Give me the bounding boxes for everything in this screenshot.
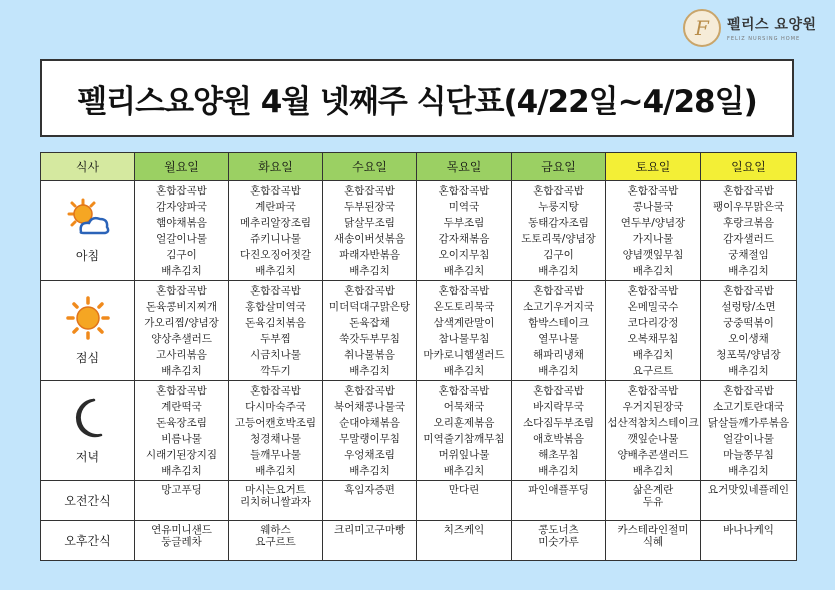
menu-item: 혼합잡곡밥 bbox=[627, 285, 679, 297]
menu-item: 배추김치 bbox=[161, 365, 202, 377]
menu-item: 배추김치 bbox=[443, 365, 485, 377]
menu-item: 삼색계란말이 bbox=[433, 317, 495, 329]
menu-cell-saturday bbox=[606, 481, 701, 521]
menu-item: 배추김치 bbox=[632, 349, 674, 361]
moon-icon bbox=[41, 397, 134, 442]
menu-item: 닭살무조림 bbox=[344, 217, 395, 229]
menu-cell-friday bbox=[512, 481, 606, 521]
header-friday: 금요일 bbox=[512, 153, 606, 181]
menu-item: 혼합잡곡밥 bbox=[723, 385, 774, 397]
menu-item: 배추김치 bbox=[161, 265, 202, 277]
menu-item: 돈육김치볶음 bbox=[245, 317, 306, 329]
menu-item: 식혜 bbox=[642, 536, 664, 548]
menu-item: 취나물볶음 bbox=[344, 349, 395, 361]
sun-cloud-icon bbox=[41, 198, 134, 241]
menu-cell-wednesday bbox=[323, 181, 417, 281]
menu-cell-monday bbox=[135, 481, 229, 521]
menu-cell-tuesday bbox=[229, 381, 323, 481]
menu-item: 흑임자증편 bbox=[344, 484, 395, 496]
menu-item: 혼합잡곡밥 bbox=[533, 385, 584, 397]
menu-item: 혼합잡곡밥 bbox=[533, 185, 584, 197]
menu-item: 메추리알장조림 bbox=[239, 217, 311, 229]
menu-item: 시금치나물 bbox=[250, 349, 301, 361]
menu-item: 파래자반볶음 bbox=[339, 249, 400, 261]
menu-cell-saturday bbox=[606, 521, 701, 561]
menu-item: 혼합잡곡밥 bbox=[250, 185, 301, 197]
meal-name: 저녁 bbox=[75, 449, 100, 464]
menu-cell-saturday bbox=[606, 281, 701, 381]
menu-item: 들깨무나물 bbox=[250, 449, 301, 461]
menu-item: 만다린 bbox=[448, 484, 480, 496]
menu-item: 오복채무침 bbox=[627, 333, 679, 345]
brand-logo bbox=[683, 8, 828, 48]
menu-item: 깍두기 bbox=[260, 365, 291, 377]
menu-item: 두유 bbox=[642, 496, 664, 508]
menu-item: 감자채볶음 bbox=[438, 233, 490, 245]
menu-cell-thursday bbox=[417, 481, 512, 521]
menu-item: 팽이우무맑은국 bbox=[712, 201, 784, 213]
menu-item: 혼합잡곡밥 bbox=[250, 385, 301, 397]
menu-cell-wednesday bbox=[323, 521, 417, 561]
menu-item: 쥬키니나물 bbox=[250, 233, 301, 245]
menu-item: 배추김치 bbox=[728, 265, 769, 277]
menu-item: 배추김치 bbox=[443, 265, 485, 277]
menu-item: 고사리볶음 bbox=[156, 349, 207, 361]
snack-row bbox=[41, 481, 797, 521]
menu-cell-friday bbox=[512, 521, 606, 561]
menu-item: 우엉채조림 bbox=[344, 449, 395, 461]
menu-item: 치즈케익 bbox=[443, 524, 485, 536]
menu-item: 얼갈이나물 bbox=[156, 233, 207, 245]
menu-item: 양상추샐러드 bbox=[151, 333, 212, 345]
menu-item: 계란파국 bbox=[255, 201, 296, 213]
header-sunday: 일요일 bbox=[701, 153, 797, 181]
menu-cell-saturday bbox=[606, 381, 701, 481]
menu-cell-tuesday bbox=[229, 521, 323, 561]
menu-item: 배추김치 bbox=[255, 465, 296, 477]
menu-item: 미역줄기참깨무침 bbox=[423, 433, 505, 445]
menu-item: 크리미고구마빵 bbox=[333, 524, 405, 536]
menu-item: 후랑크볶음 bbox=[723, 217, 774, 229]
menu-item: 카스테라인절미 bbox=[617, 524, 689, 536]
menu-item: 배추김치 bbox=[538, 265, 579, 277]
menu-item: 소다짐두부조림 bbox=[522, 417, 594, 429]
menu-cell-sunday bbox=[701, 521, 797, 561]
meal-label-cell bbox=[41, 181, 135, 281]
menu-item: 도토리묵/양념장 bbox=[521, 233, 596, 245]
menu-item: 혼합잡곡밥 bbox=[723, 185, 774, 197]
menu-item: 웨하스 bbox=[260, 524, 291, 536]
menu-item: 가지나물 bbox=[632, 233, 674, 245]
menu-cell-sunday bbox=[701, 281, 797, 381]
header-meal: 식사 bbox=[41, 153, 135, 181]
menu-item: 마늘쫑무침 bbox=[723, 449, 774, 461]
menu-item: 요구르트 bbox=[255, 536, 296, 548]
snack-label-cell bbox=[41, 521, 135, 561]
menu-item: 두부된장국 bbox=[344, 201, 395, 213]
meal-row bbox=[41, 181, 797, 281]
menu-item: 연유미니샌드 bbox=[151, 524, 212, 536]
menu-item: 혼합잡곡밥 bbox=[156, 385, 207, 397]
menu-item: 리치허니쌀과자 bbox=[239, 496, 311, 508]
menu-item: 혼합잡곡밥 bbox=[344, 385, 395, 397]
meal-table bbox=[40, 152, 797, 561]
menu-item: 열무나물 bbox=[538, 333, 579, 345]
header-saturday: 토요일 bbox=[606, 153, 701, 181]
menu-item: 참나물무침 bbox=[438, 333, 490, 345]
menu-cell-monday bbox=[135, 181, 229, 281]
menu-item: 머위잎나물 bbox=[438, 449, 490, 461]
menu-item: 해초무침 bbox=[538, 449, 579, 461]
snack-name: 오전간식 bbox=[64, 494, 111, 508]
menu-item: 혼합잡곡밥 bbox=[250, 285, 301, 297]
menu-item: 계란떡국 bbox=[161, 401, 202, 413]
menu-cell-monday bbox=[135, 281, 229, 381]
snack-name: 오후간식 bbox=[64, 534, 111, 548]
menu-item: 요거맛있네플레인 bbox=[707, 484, 790, 496]
menu-item: 미더덕대구맑은탕 bbox=[328, 301, 411, 313]
menu-item: 배추김치 bbox=[538, 465, 579, 477]
menu-item: 우거지된장국 bbox=[622, 401, 684, 413]
meal-label-cell bbox=[41, 281, 135, 381]
sun-icon bbox=[41, 296, 134, 343]
menu-item: 혼합잡곡밥 bbox=[533, 285, 584, 297]
menu-cell-sunday bbox=[701, 381, 797, 481]
menu-cell-tuesday bbox=[229, 281, 323, 381]
menu-item: 바나나케익 bbox=[723, 524, 774, 536]
menu-item: 배추김치 bbox=[161, 465, 202, 477]
menu-item: 함박스테이크 bbox=[528, 317, 589, 329]
menu-item: 요구르트 bbox=[632, 365, 674, 377]
menu-item: 다시마숙주국 bbox=[245, 401, 306, 413]
brand-text bbox=[727, 14, 817, 42]
menu-item: 소고기우거지국 bbox=[522, 301, 594, 313]
menu-item: 두부조림 bbox=[443, 217, 485, 229]
menu-item: 청포묵/양념장 bbox=[716, 349, 781, 361]
menu-item: 감자양파국 bbox=[156, 201, 207, 213]
meal-label-cell bbox=[41, 381, 135, 481]
menu-item: 마시는요거트 bbox=[245, 484, 306, 496]
menu-item: 콩도너츠 bbox=[538, 524, 579, 536]
menu-item: 파인애플푸딩 bbox=[528, 484, 589, 496]
menu-item: 오리훈제볶음 bbox=[433, 417, 495, 429]
menu-item: 배추김치 bbox=[443, 465, 485, 477]
menu-item: 삶은계란 bbox=[632, 484, 674, 496]
menu-item: 혼합잡곡밥 bbox=[723, 285, 774, 297]
menu-item: 혼합잡곡밥 bbox=[156, 185, 207, 197]
menu-item: 쑥갓두부무침 bbox=[339, 333, 400, 345]
menu-item: 온도토리묵국 bbox=[433, 301, 495, 313]
menu-item: 오이생채 bbox=[728, 333, 769, 345]
menu-item: 혼합잡곡밥 bbox=[156, 285, 207, 297]
menu-item: 다진오징어젓갈 bbox=[239, 249, 311, 261]
meal-row bbox=[41, 281, 797, 381]
menu-item: 애호박볶음 bbox=[533, 433, 584, 445]
menu-item: 얼갈이나물 bbox=[723, 433, 774, 445]
menu-cell-thursday bbox=[417, 181, 512, 281]
header-row bbox=[41, 153, 797, 181]
menu-item: 콩나물국 bbox=[632, 201, 674, 213]
menu-item: 닭살들깨가루볶음 bbox=[707, 417, 790, 429]
menu-item: 깻잎순나물 bbox=[627, 433, 679, 445]
title-box bbox=[40, 59, 794, 137]
menu-item: 어묵채국 bbox=[443, 401, 485, 413]
menu-item: 오이지무침 bbox=[438, 249, 490, 261]
menu-item: 혼합잡곡밥 bbox=[344, 185, 395, 197]
snack-label-cell bbox=[41, 481, 135, 521]
menu-item: 김구이 bbox=[166, 249, 197, 261]
menu-item: 코다리강정 bbox=[627, 317, 679, 329]
menu-cell-thursday bbox=[417, 281, 512, 381]
menu-item: 배추김치 bbox=[349, 365, 390, 377]
menu-item: 궁채절임 bbox=[728, 249, 769, 261]
menu-item: 둥글레차 bbox=[161, 536, 202, 548]
menu-cell-friday bbox=[512, 281, 606, 381]
menu-item: 두부찜 bbox=[260, 333, 291, 345]
menu-item: 감자샐러드 bbox=[723, 233, 774, 245]
meal-name: 점심 bbox=[75, 350, 100, 365]
menu-item: 김구이 bbox=[543, 249, 574, 261]
menu-item: 배추김치 bbox=[349, 465, 390, 477]
menu-cell-sunday bbox=[701, 481, 797, 521]
menu-item: 혼합잡곡밥 bbox=[438, 385, 490, 397]
menu-item: 온메밀국수 bbox=[627, 301, 679, 313]
menu-item: 혼합잡곡밥 bbox=[627, 385, 679, 397]
menu-item: 혼합잡곡밥 bbox=[438, 185, 490, 197]
menu-cell-sunday bbox=[701, 181, 797, 281]
menu-item: 배추김치 bbox=[349, 265, 390, 277]
header-tuesday: 화요일 bbox=[229, 153, 323, 181]
menu-item: 가오리찜/양념장 bbox=[144, 317, 219, 329]
menu-cell-wednesday bbox=[323, 281, 417, 381]
menu-cell-thursday bbox=[417, 521, 512, 561]
menu-item: 배추김치 bbox=[728, 465, 769, 477]
menu-cell-saturday bbox=[606, 181, 701, 281]
meal-name: 아침 bbox=[75, 248, 100, 263]
menu-item: 해파리냉채 bbox=[533, 349, 584, 361]
menu-cell-wednesday bbox=[323, 481, 417, 521]
menu-item: 고등어캔호박조림 bbox=[234, 417, 317, 429]
menu-item: 혼합잡곡밥 bbox=[438, 285, 490, 297]
menu-cell-tuesday bbox=[229, 481, 323, 521]
menu-item: 양념깻잎무침 bbox=[622, 249, 684, 261]
menu-cell-friday bbox=[512, 381, 606, 481]
menu-item: 혼합잡곡밥 bbox=[344, 285, 395, 297]
page-title: 펠리스요양원 4월 넷째주 식단표(4/22일~4/28일) bbox=[77, 83, 757, 120]
menu-item: 마카로니햄샐러드 bbox=[423, 349, 505, 361]
header-thursday: 목요일 bbox=[417, 153, 512, 181]
menu-item: 설렁탕/소면 bbox=[721, 301, 776, 313]
menu-item: 배추김치 bbox=[632, 465, 674, 477]
menu-item: 청경채나물 bbox=[250, 433, 301, 445]
menu-item: 궁중떡볶이 bbox=[723, 317, 774, 329]
menu-item: 돈육장조림 bbox=[156, 417, 207, 429]
header-monday: 월요일 bbox=[135, 153, 229, 181]
brand-name: 펠리스 요양원 bbox=[727, 17, 817, 33]
menu-item: 돈육콩비지찌개 bbox=[145, 301, 217, 313]
menu-item: 누룽지탕 bbox=[538, 201, 579, 213]
menu-item: 소고기토란대국 bbox=[712, 401, 784, 413]
menu-cell-wednesday bbox=[323, 381, 417, 481]
menu-item: 망고푸딩 bbox=[161, 484, 202, 496]
menu-item: 시래기된장지짐 bbox=[145, 449, 217, 461]
brand-subtitle: FELIZ NURSING HOME bbox=[727, 36, 801, 42]
menu-item: 혼합잡곡밥 bbox=[627, 185, 679, 197]
snack-row bbox=[41, 521, 797, 561]
logo-emblem-icon: F bbox=[683, 9, 721, 47]
menu-item: 동태감자조림 bbox=[528, 217, 589, 229]
menu-item: 배추김치 bbox=[538, 365, 579, 377]
menu-cell-thursday bbox=[417, 381, 512, 481]
menu-item: 새송이버섯볶음 bbox=[333, 233, 405, 245]
menu-item: 섭산적참치스테이크 bbox=[607, 417, 699, 429]
menu-item: 비름나물 bbox=[161, 433, 202, 445]
menu-item: 햄야채볶음 bbox=[156, 217, 207, 229]
header-wednesday: 수요일 bbox=[323, 153, 417, 181]
menu-item: 배추김치 bbox=[255, 265, 296, 277]
menu-cell-monday bbox=[135, 381, 229, 481]
menu-item: 순대야채볶음 bbox=[339, 417, 400, 429]
menu-item: 북어채콩나물국 bbox=[333, 401, 405, 413]
menu-cell-friday bbox=[512, 181, 606, 281]
menu-cell-monday bbox=[135, 521, 229, 561]
menu-cell-tuesday bbox=[229, 181, 323, 281]
menu-item: 배추김치 bbox=[728, 365, 769, 377]
menu-item: 미숫가루 bbox=[538, 536, 579, 548]
menu-item: 홍합살미역국 bbox=[245, 301, 306, 313]
menu-item: 미역국 bbox=[448, 201, 480, 213]
menu-item: 배추김치 bbox=[632, 265, 674, 277]
menu-item: 무말랭이무침 bbox=[339, 433, 400, 445]
menu-item: 연두부/양념장 bbox=[620, 217, 686, 229]
menu-item: 양배추콘샐러드 bbox=[617, 449, 689, 461]
menu-item: 돈육잡채 bbox=[349, 317, 390, 329]
meal-row bbox=[41, 381, 797, 481]
menu-item: 바지락무국 bbox=[533, 401, 584, 413]
